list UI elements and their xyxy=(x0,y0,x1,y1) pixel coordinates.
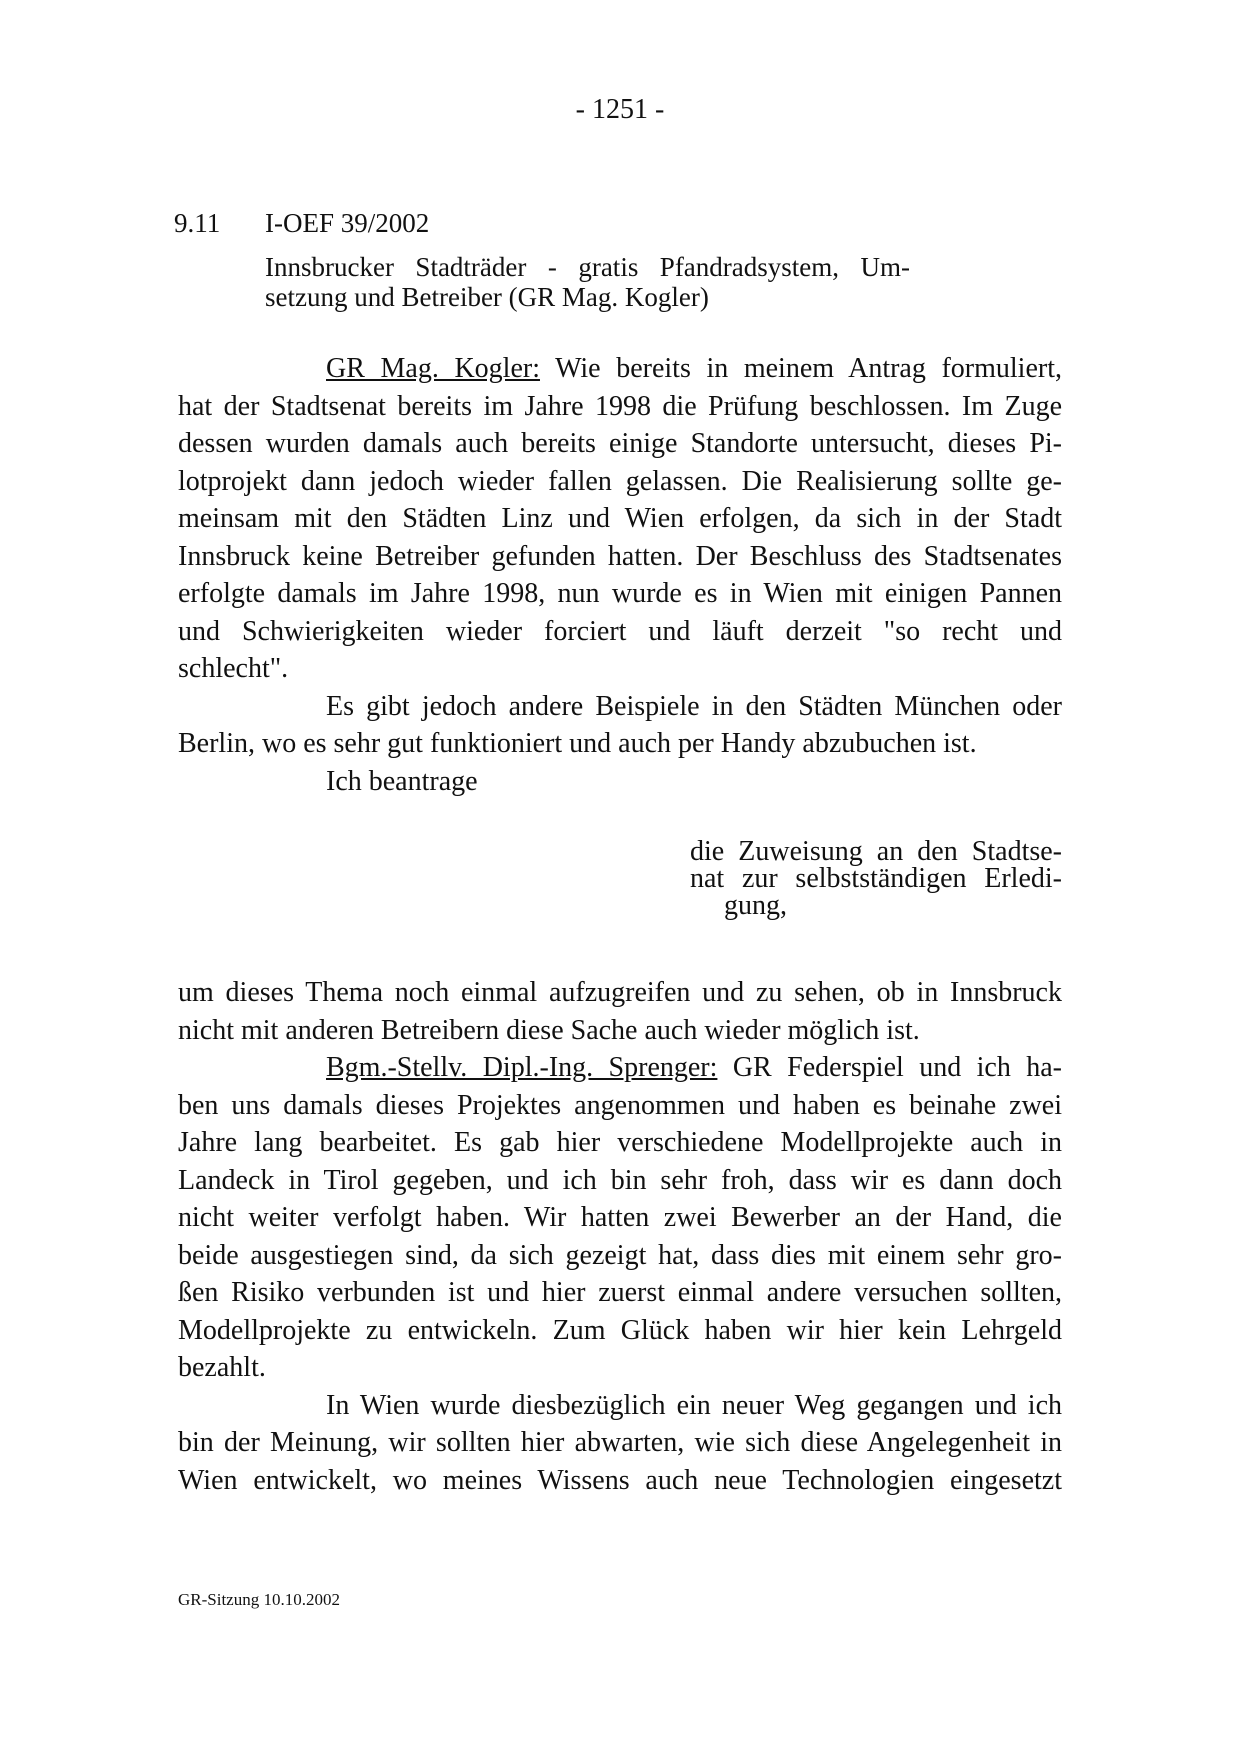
speech-line: nicht weiter verfolgt haben. Wir hatten zwei Bewerber an der Hand, die xyxy=(178,1202,1062,1233)
speech-line: Modellprojekte zu entwickeln. Zum Glück haben wir hier kein Lehrgeld xyxy=(178,1314,1062,1346)
speech-line: lotprojekt dann jedoch wieder fallen gelassen. Die Realisierung sollte ge- xyxy=(178,465,1062,497)
speech-line: erfolgte damals im Jahre 1998, nun wurde es in Wien mit einigen Pannen xyxy=(178,578,1062,609)
speech-kogler xyxy=(178,350,1062,800)
speech-line: und Schwierigkeiten wieder forciert und läuft derzeit "so recht und xyxy=(178,615,1062,647)
speech-line: ben uns damals dieses Projektes angenommen und haben es beinahe zwei xyxy=(178,1089,1062,1121)
speech-line: ßen Risiko verbunden ist und hier zuerst einmal andere versuchen sollten, xyxy=(178,1277,1062,1308)
agenda-item-title-line: setzung und Betreiber (GR Mag. Kogler) xyxy=(265,282,709,312)
speech-line: bezahlt. xyxy=(178,1352,266,1383)
speech-line: Landeck in Tirol gegeben, und ich bin sehr froh, dass wir es dann doch xyxy=(178,1164,1062,1196)
speech-line: dessen wurden damals auch bereits einige Standorte untersucht, dieses Pi- xyxy=(178,428,1062,459)
page-number: - 1251 - xyxy=(575,94,665,125)
motion-text xyxy=(690,838,1062,919)
speech-line: bin der Meinung, wir sollten hier abwarten, wie sich diese Angelegenheit in xyxy=(178,1427,1062,1458)
speech-line: schlecht". xyxy=(178,653,289,684)
agenda-item-title-line: Innsbrucker Stadträder - gratis Pfandradsystem, Um- xyxy=(265,252,910,282)
speech-line: GR Mag. Kogler: Wie bereits in meinem Antrag formuliert, xyxy=(326,353,1062,384)
agenda-item-number: 9.11 xyxy=(174,208,221,238)
request-line: Ich beantrage xyxy=(326,765,478,797)
agenda-item-code: I-OEF 39/2002 xyxy=(265,208,430,238)
motion-line: nat zur selbstständigen Erledi- xyxy=(690,863,1062,894)
speech-line: beide ausgestiegen sind, da sich gezeigt hat, dass dies mit einem sehr gro- xyxy=(178,1239,1062,1271)
speech-line: Es gibt jedoch andere Beispiele in den Städten München oder xyxy=(326,690,1062,722)
speech-line: Jahre lang bearbeitet. Es gab hier verschiedene Modellprojekte auch in xyxy=(178,1127,1062,1158)
footer-session-date: GR-Sitzung 10.10.2002 xyxy=(178,1590,340,1609)
speech-line: Berlin, wo es sehr gut funktioniert und auch per Handy abzubuchen ist. xyxy=(178,728,977,759)
speech-sprenger xyxy=(178,1049,1062,1499)
speech-line: In Wien wurde diesbezüglich ein neuer Weg gegangen und ich xyxy=(326,1389,1062,1421)
speech-line: meinsam mit den Städten Linz und Wien erfolgen, da sich in der Stadt xyxy=(178,503,1062,534)
speech-line: Bgm.-Stellv. Dipl.-Ing. Sprenger: GR Federspiel und ich ha- xyxy=(326,1052,1062,1083)
agenda-item-title xyxy=(265,252,910,312)
motion-line: die Zuweisung an den Stadtse- xyxy=(690,836,1062,867)
speaker-name: Bgm.-Stellv. Dipl.-Ing. Sprenger: xyxy=(326,1052,718,1083)
speech-line: Wien entwickelt, wo meines Wissens auch neue Technologien eingesetzt xyxy=(178,1464,1062,1496)
speech-line: hat der Stadtsenat bereits im Jahre 1998 die Prüfung beschlossen. Im Zuge xyxy=(178,390,1062,422)
speech-line: um dieses Thema noch einmal aufzugreifen und zu sehen, ob in Innsbruck xyxy=(178,977,1062,1008)
speaker-name: GR Mag. Kogler: xyxy=(326,353,540,384)
speech-continuation xyxy=(178,974,1062,1049)
motion-line: gung, xyxy=(724,890,787,921)
speech-line: nicht mit anderen Betreibern diese Sache auch wieder möglich ist. xyxy=(178,1014,920,1046)
speech-line: Innsbruck keine Betreiber gefunden hatten. Der Beschluss des Stadtsenates xyxy=(178,540,1062,572)
